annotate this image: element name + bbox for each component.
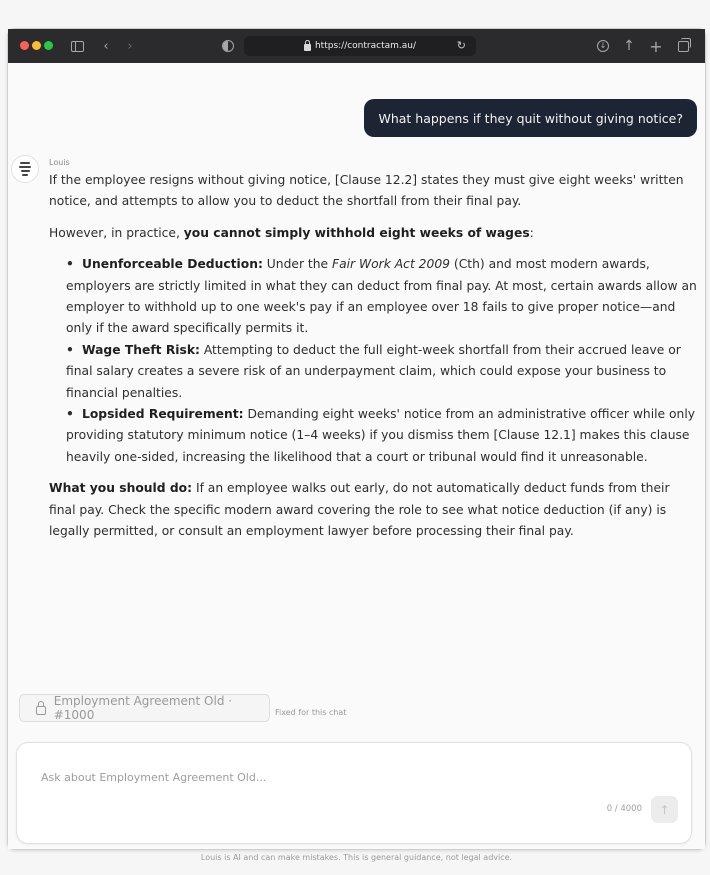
character-count: 0 / 4000 xyxy=(606,804,642,814)
new-tab-icon[interactable]: + xyxy=(649,36,663,56)
response-emphasis: What you should do: xyxy=(49,481,193,496)
reload-icon[interactable]: ↻ xyxy=(456,39,466,52)
message-composer[interactable] xyxy=(16,742,692,844)
lock-icon xyxy=(304,44,311,51)
contract-selector[interactable] xyxy=(19,694,270,722)
user-message-bubble xyxy=(364,99,697,137)
arrow-up-icon: ↑ xyxy=(659,802,670,817)
address-bar[interactable] xyxy=(244,36,476,56)
contract-label: Employment Agreement Old · #1000 xyxy=(53,694,233,722)
disclaimer-text: Louis is AI and can make mistakes. This is general guidance, not legal advice. xyxy=(200,853,513,862)
assistant-avatar-icon xyxy=(11,155,39,183)
minimize-window-button[interactable] xyxy=(32,41,41,50)
lock-icon xyxy=(36,706,46,715)
shield-icon[interactable] xyxy=(221,36,235,56)
response-paragraph xyxy=(49,478,699,542)
response-text: However, in practice, xyxy=(49,225,184,240)
bullet-text: Attempting to deduct the full eight-week shortfall from their accrued leave or final salary creates a severe risk of an underpayment claim, which could expose your business to financial penalties. xyxy=(66,342,681,400)
share-icon[interactable]: ↑ xyxy=(623,38,635,54)
bullet-italic: Fair Work Act 2009 xyxy=(332,257,450,272)
list-item: • Lopsided Requirement: Demanding eight weeks' notice from an administrative officer while only providing statutory minimum notice (1–4 weeks) if you dismiss them [Clause 12.1] makes this clause heavily one-sided, increasing the likelihood that a court or tribunal would find it unreasonable. xyxy=(66,407,696,464)
response-bullet-list xyxy=(49,254,699,468)
zoom-window-button[interactable] xyxy=(44,41,53,50)
list-item: • Unenforceable Deduction: Under the Fair Work Act 2009 (Cth) and most modern awards, employers are strictly limited in what they can deduct from final pay. At most, certain awards allow an employer to withhold up to one week's pay if an employee over 18 fails to give proper notice—and only if the award specifically permits it. xyxy=(66,257,697,336)
send-button[interactable] xyxy=(651,796,678,823)
url-text: https://contractam.au/ xyxy=(314,41,417,51)
response-text: : xyxy=(529,225,534,240)
response-paragraph xyxy=(49,223,699,244)
response-text: If an employee walks out early, do not automatically deduct funds from their final pay. Check the specific modern award covering the role to see what notice deduction (if any) is legally permitted, or consult an employment lawyer before processing their final pay. xyxy=(49,481,670,539)
assistant-name: Louis xyxy=(49,158,70,167)
bullet-text: (Cth) and most modern awards, employers are strictly limited in what they can deduct from final pay. At most, certain awards allow an employer to withhold up to one week's pay if an employee over 18 fails to give proper notice—and only if the award specifically permits it. xyxy=(66,257,697,336)
response-paragraph xyxy=(49,170,699,213)
assistant-message xyxy=(49,170,699,543)
browser-titlebar xyxy=(8,29,705,63)
download-icon[interactable]: ↓ xyxy=(596,36,610,56)
response-text: If the employee resigns without giving notice, [Clause 12.2] states they must give eight weeks' written notice, and attempts to allow you to deduct the shortfall from their final pay. xyxy=(49,173,684,209)
bullet-text: Under the xyxy=(262,257,333,272)
browser-window xyxy=(7,28,706,862)
bullet-text: Demanding eight weeks' notice from an administrative officer while only providing statutory minimum notice (1–4 weeks) if you dismiss them [Clause 12.1] makes this clause heavily one-sided, increasing the likelihood that a court or tribunal would find it unreasonable. xyxy=(66,407,696,464)
user-message-text: What happens if they quit without giving notice? xyxy=(378,110,683,126)
list-item: • Wage Theft Risk: Attempting to deduct the full eight-week shortfall from their accrued leave or final salary creates a severe risk of an underpayment claim, which could expose your business to financial penalties. xyxy=(66,342,681,400)
response-emphasis: you cannot simply withhold eight weeks of wages xyxy=(183,225,530,240)
sidebar-icon[interactable] xyxy=(70,36,84,56)
chat-area xyxy=(8,63,705,862)
fixed-for-chat-label: Fixed for this chat xyxy=(275,708,347,717)
tabs-icon[interactable] xyxy=(676,36,690,56)
bullet-title: Unenforceable Deduction: xyxy=(82,257,263,272)
bullet-title: Lopsided Requirement: xyxy=(82,407,244,422)
message-input[interactable]: Ask about Employment Agreement Old... xyxy=(41,771,267,784)
forward-icon[interactable]: › xyxy=(127,38,133,54)
close-window-button[interactable] xyxy=(20,41,29,50)
back-icon[interactable]: ‹ xyxy=(103,38,109,54)
bullet-title: Wage Theft Risk: xyxy=(82,342,200,357)
